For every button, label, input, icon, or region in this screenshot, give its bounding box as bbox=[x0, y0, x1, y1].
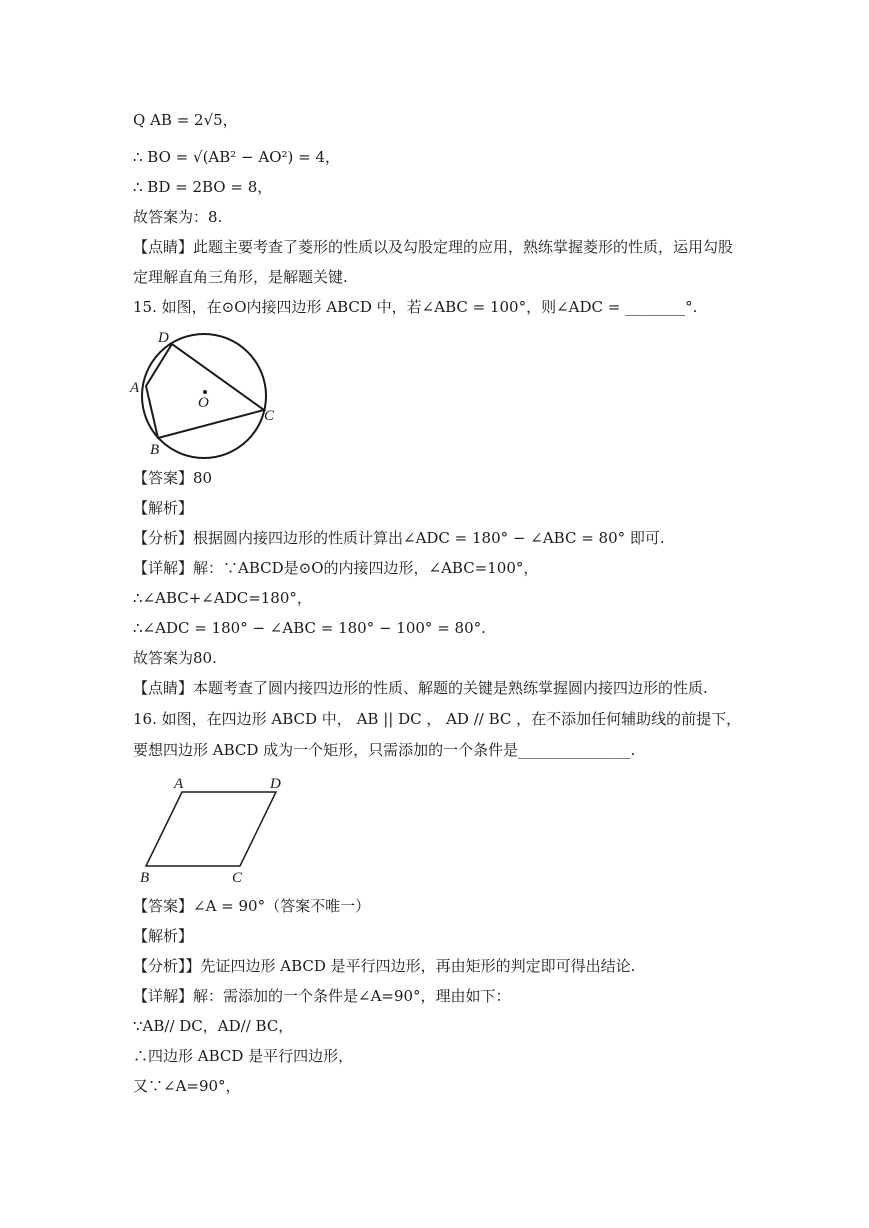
text-line: 【解析】 bbox=[133, 927, 194, 945]
text-line: 故答案为：8. bbox=[133, 208, 223, 226]
text-line: 【分析】根据圆内接四边形的性质计算出∠ADC = 180° − ∠ABC = 80° 即可. bbox=[133, 529, 665, 547]
text-line: ∵AB// DC，AD// BC， bbox=[133, 1017, 294, 1035]
text-line: 又∵∠A=90°， bbox=[133, 1077, 241, 1095]
text-line: ∴ BD = 2BO = 8， bbox=[133, 178, 273, 196]
text-line: 【答案】80 bbox=[133, 469, 213, 487]
text-line: 【点睛】此题主要考查了菱形的性质以及勾股定理的应用，熟练掌握菱形的性质，运用勾股 bbox=[133, 238, 734, 256]
label-d: D bbox=[270, 776, 281, 792]
text-line: 故答案为80. bbox=[133, 649, 217, 667]
label-b: B bbox=[140, 870, 150, 886]
text-line: 【点睛】本题考查了圆内接四边形的性质、解题的关键是熟练掌握圆内接四边形的性质. bbox=[133, 679, 708, 697]
label-a: A bbox=[174, 776, 184, 792]
label-o: O bbox=[198, 395, 209, 411]
label-d: D bbox=[158, 330, 169, 346]
text-line: ∴∠ABC+∠ADC=180°， bbox=[133, 589, 312, 607]
text-line: ∴∠ADC = 180° − ∠ABC = 180° − 100° = 80°. bbox=[133, 619, 486, 637]
parallelogram-figure bbox=[136, 774, 286, 886]
parallelogram-abcd bbox=[146, 792, 276, 866]
text-line: 要想四边形 ABCD 成为一个矩形，只需添加的一个条件是_______________. bbox=[133, 741, 636, 759]
label-b: B bbox=[150, 442, 160, 458]
text-line: 【分析】】先证四边形 ABCD 是平行四边形，再由矩形的判定即可得出结论. bbox=[133, 957, 636, 975]
circle-figure bbox=[128, 326, 278, 460]
text-line: ∴四边形 ABCD 是平行四边形， bbox=[133, 1047, 354, 1065]
center-point bbox=[203, 390, 207, 394]
text-line: 定理解直角三角形，是解题关键. bbox=[133, 268, 348, 286]
text-line: 【解析】 bbox=[133, 499, 194, 517]
label-c: C bbox=[232, 870, 243, 886]
label-a: A bbox=[130, 380, 140, 396]
text-line: 【答案】∠A = 90°（答案不唯一） bbox=[133, 897, 371, 915]
text-line: ∴ BO = √(AB² − AO²) = 4， bbox=[133, 148, 341, 166]
label-c: C bbox=[264, 408, 275, 424]
text-line: Q AB = 2√5， bbox=[133, 111, 238, 129]
question-15: 15. 如图，在⊙O内接四边形 ABCD 中，若∠ABC = 100°，则∠ADC = ________°. bbox=[133, 298, 698, 316]
text-line: 【详解】解：需添加的一个条件是∠A=90°，理由如下： bbox=[133, 987, 511, 1005]
text-line: 【详解】解：∵ABCD是⊙O的内接四边形，∠ABC=100°， bbox=[133, 559, 539, 577]
question-16: 16. 如图，在四边形 ABCD 中， AB || DC ， AD // BC ，在不添加任何辅助线的前提下， bbox=[133, 710, 742, 728]
